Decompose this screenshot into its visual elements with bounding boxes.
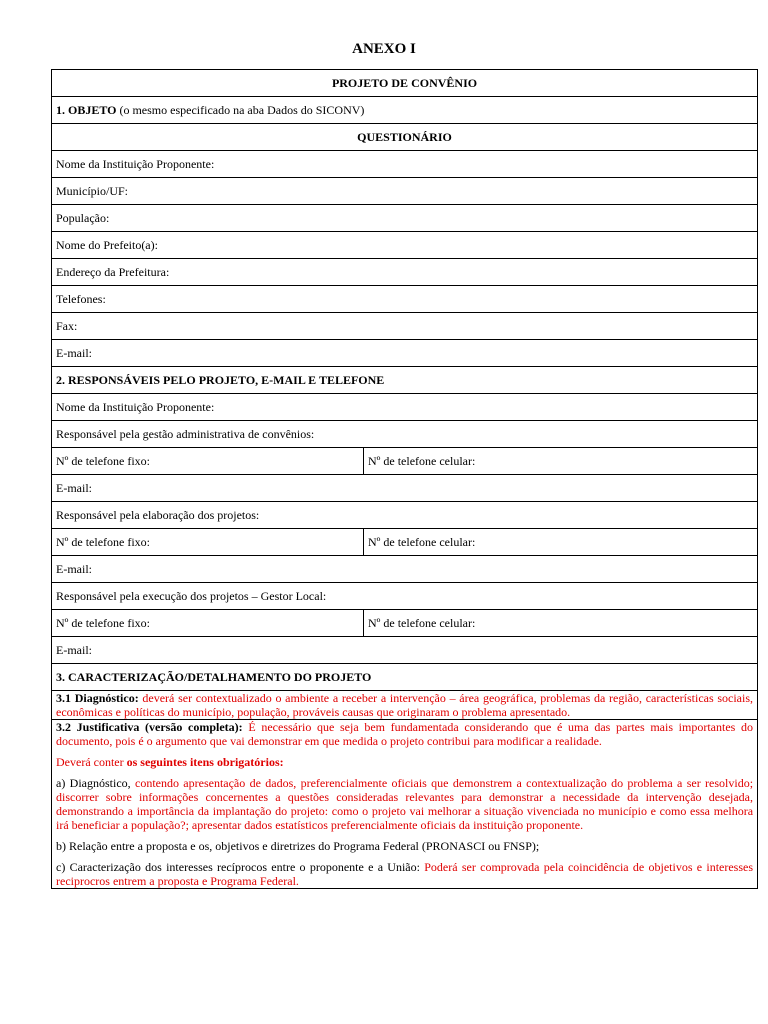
- field-elaboracao-telefone-fixo[interactable]: Nº de telefone fixo:: [52, 529, 364, 556]
- field-prefeito[interactable]: Nome do Prefeito(a):: [52, 232, 758, 259]
- justificativa-cell: [52, 720, 758, 889]
- field-responsavel-elaboracao[interactable]: Responsável pela elaboração dos projetos:: [52, 502, 758, 529]
- field-execucao-telefone-fixo[interactable]: Nº de telefone fixo:: [52, 610, 364, 637]
- field-s2-instituicao[interactable]: Nome da Instituição Proponente:: [52, 394, 758, 421]
- item-a-prefix: a) Diagnóstico,: [56, 776, 131, 790]
- diagnostico-label: 3.1 Diagnóstico:: [56, 691, 139, 705]
- section3-title: 3. CARACTERIZAÇÃO/DETALHAMENTO DO PROJETO: [52, 664, 758, 691]
- justificativa-label: 3.2 Justificativa (versão completa):: [56, 720, 243, 734]
- item-a: [56, 776, 753, 832]
- item-c: [56, 860, 753, 888]
- itens-prefix: Deverá conter: [56, 755, 127, 769]
- item-c-prefix: c) Caracterização dos interesses recíprocos entre o proponente e a União:: [56, 860, 420, 874]
- field-execucao-telefone-celular[interactable]: Nº de telefone celular:: [364, 610, 758, 637]
- form-header: PROJETO DE CONVÊNIO: [52, 70, 758, 97]
- field-gestao-telefone-celular[interactable]: Nº de telefone celular:: [364, 448, 758, 475]
- page-title: ANEXO I: [352, 41, 416, 57]
- field-elaboracao-telefone-celular[interactable]: Nº de telefone celular:: [364, 529, 758, 556]
- field-responsavel-gestao[interactable]: Responsável pela gestão administrativa de convênios:: [52, 421, 758, 448]
- form-header-row: [52, 70, 758, 97]
- field-fax[interactable]: Fax:: [52, 313, 758, 340]
- section2-title: 2. RESPONSÁVEIS PELO PROJETO, E-MAIL E TELEFONE: [52, 367, 758, 394]
- questionario-row: [52, 124, 758, 151]
- objeto-label: 1. OBJETO: [56, 103, 117, 117]
- field-populacao[interactable]: População:: [52, 205, 758, 232]
- objeto-cell: [52, 97, 758, 124]
- field-telefones[interactable]: Telefones:: [52, 286, 758, 313]
- field-municipio[interactable]: Município/UF:: [52, 178, 758, 205]
- item-a-text: contendo apresentação de dados, preferencialmente oficiais que demonstrem a contextualização do problema a ser resolvido; discorrer sobre informações concernentes a questões consideradas relevantes para demonstrar a necessidade da intervenção desejada, demonstrando a importância da implantação do projeto: como o projeto vai melhorar a situação vivenciada no município e como essa melhora irá beneficiar a população?; apresentar dados estatísticos preferencialmente oficiais da instituição proponente.: [56, 776, 754, 832]
- objeto-row: [52, 97, 758, 124]
- field-elaboracao-email[interactable]: E-mail:: [52, 556, 758, 583]
- field-email[interactable]: E-mail:: [52, 340, 758, 367]
- convenio-form-table: [51, 69, 758, 889]
- diagnostico-text: deverá ser contextualizado o ambiente a receber a intervenção – área geográfica, problemas da região, características sociais, econômicas e políticas do município, população, prováveis causas que originaram o problema apresentado.: [56, 691, 754, 719]
- field-responsavel-execucao[interactable]: Responsável pela execução dos projetos – Gestor Local:: [52, 583, 758, 610]
- questionario-heading: QUESTIONÁRIO: [52, 124, 758, 151]
- itens-obrigatorios: [56, 755, 753, 769]
- field-endereco[interactable]: Endereço da Prefeitura:: [52, 259, 758, 286]
- field-gestao-telefone-fixo[interactable]: Nº de telefone fixo:: [52, 448, 364, 475]
- objeto-text: (o mesmo especificado na aba Dados do SICONV): [116, 103, 365, 117]
- field-instituicao[interactable]: Nome da Instituição Proponente:: [52, 151, 758, 178]
- itens-bold: os seguintes itens obrigatórios:: [126, 755, 284, 769]
- field-gestao-email[interactable]: E-mail:: [52, 475, 758, 502]
- item-c-text: Poderá ser comprovada pela coincidência de objetivos e interesses reciprocros entrem a proposta e Programa Federal.: [56, 860, 754, 888]
- justificativa-text: É necessário que seja bem fundamentada considerando que é uma das partes mais importantes do documento, pois é o argumento que vai demonstrar em que medida o projeto contribui para modificar a realidade.: [56, 720, 754, 748]
- justificativa-paragraph: [56, 720, 753, 748]
- field-execucao-email[interactable]: E-mail:: [52, 637, 758, 664]
- diagnostico-cell: [52, 691, 758, 720]
- item-b: b) Relação entre a proposta e os, objetivos e diretrizes do Programa Federal (PRONASCI ou FNSP);: [56, 839, 540, 853]
